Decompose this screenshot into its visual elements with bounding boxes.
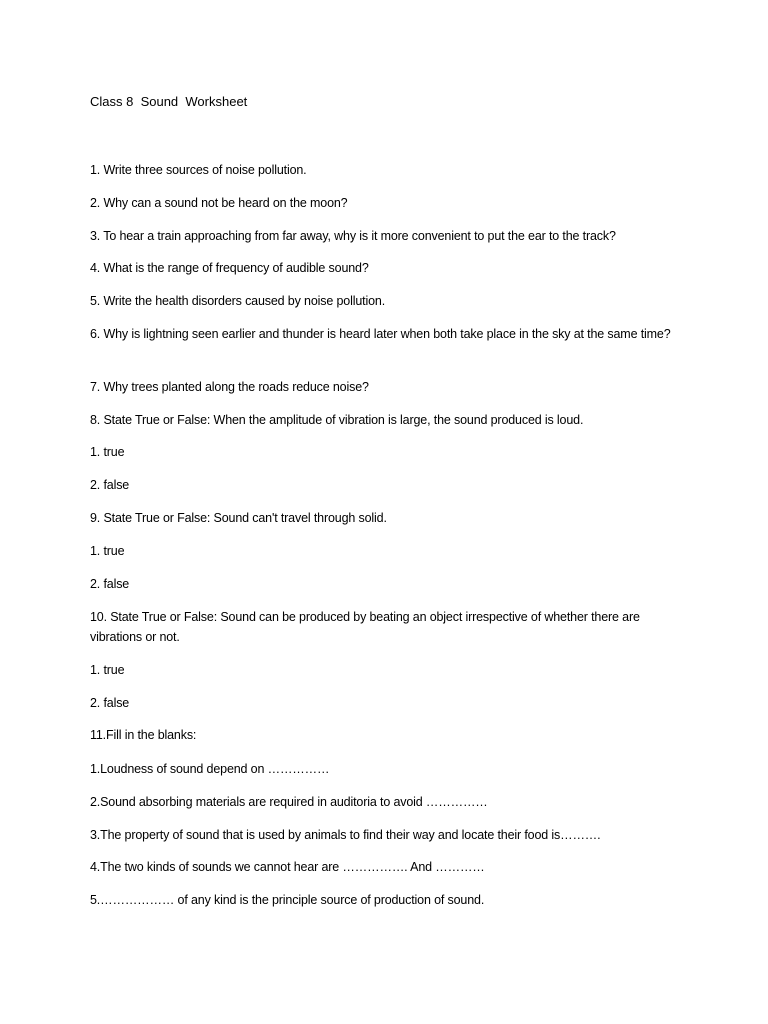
question-10-option-1: 1. true (90, 663, 125, 677)
blank-1: 1.Loudness of sound depend on …………… (90, 762, 330, 776)
question-8-option-1: 1. true (90, 445, 125, 459)
blank-3: 3.The property of sound that is used by animals to find their way and locate their food is………. (90, 828, 601, 842)
question-5: 5. Write the health disorders caused by noise pollution. (90, 294, 386, 308)
question-7: 7. Why trees planted along the roads reduce noise? (90, 380, 369, 394)
blank-2: 2.Sound absorbing materials are required in auditoria to avoid …………… (90, 795, 488, 809)
question-8: 8. State True or False: When the amplitude of vibration is large, the sound produced is loud. (90, 413, 584, 427)
question-9-option-2: 2. false (90, 577, 130, 591)
question-1: 1. Write three sources of noise pollution. (90, 163, 307, 177)
question-4: 4. What is the range of frequency of audible sound? (90, 261, 369, 275)
question-6: 6. Why is lightning seen earlier and thunder is heard later when both take place in the sky at the same time? (90, 327, 671, 341)
blank-5: 5.……………… of any kind is the principle source of production of sound. (90, 893, 485, 907)
question-9: 9. State True or False: Sound can't travel through solid. (90, 511, 387, 525)
question-11-heading: 11.Fill in the blanks: (90, 728, 197, 742)
question-9-option-1: 1. true (90, 544, 125, 558)
question-10: 10. State True or False: Sound can be produced by beating an object irrespective of whether there are vibrations or not. (90, 610, 640, 644)
question-10-option-2: 2. false (90, 696, 130, 710)
blank-4: 4.The two kinds of sounds we cannot hear are ……………. And ………… (90, 860, 485, 874)
question-2: 2. Why can a sound not be heard on the moon? (90, 196, 348, 210)
question-8-option-2: 2. false (90, 478, 130, 492)
worksheet-title: Class 8 Sound Worksheet (90, 94, 248, 109)
question-3: 3. To hear a train approaching from far away, why is it more convenient to put the ear to the track? (90, 229, 616, 243)
